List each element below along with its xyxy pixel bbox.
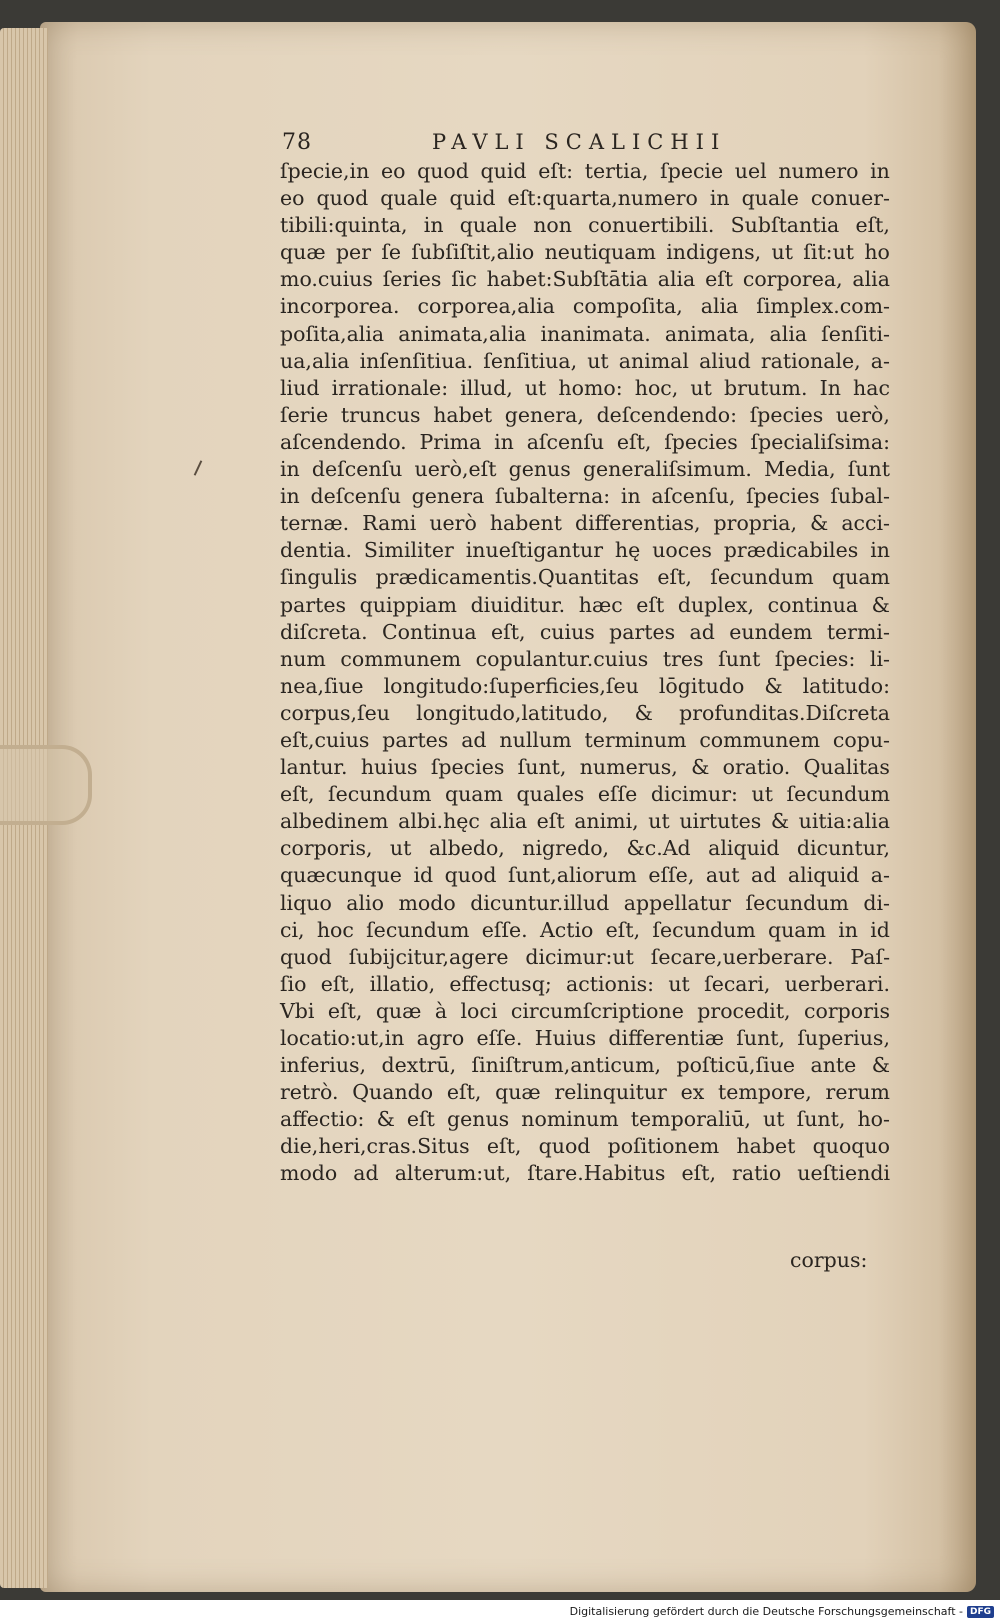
text-line: locatio:ut,in agro eſſe. Huius differentiæ ſunt, ſuperius, xyxy=(280,1026,890,1050)
text-line: quæ per ſe ſubſiſtit,alio neutiquam indigens, ut ſit:ut ho xyxy=(280,240,890,265)
book-clasp xyxy=(0,745,92,825)
text-line: die,heri,cras.Situs eſt, quod poſitionem habet quoquo xyxy=(280,1134,890,1159)
text-line: quod ſubijcitur,agere dicimur:ut ſecare,uerberare. Paſ- xyxy=(280,944,890,969)
text-line: corpus,ſeu longitudo,latitudo, & profunditas.Diſcreta xyxy=(280,700,890,725)
text-line: mo.cuius ſeries ſic habet:Subſtātia alia eſt corporea, alia xyxy=(280,267,890,292)
text-line: affectio: & eſt genus nominum temporaliū, ut ſunt, ho- xyxy=(280,1107,890,1132)
digitization-notice xyxy=(570,1605,994,1618)
text-line: quæcunque id quod ſunt,aliorum eſſe, aut ad aliquid a- xyxy=(280,863,890,888)
text-line: eo quod quale quid eſt:quarta,numero in quale conuer- xyxy=(280,186,890,211)
text-line: dentia. Similiter inueſtigantur hę uoces prædicabiles in xyxy=(280,538,890,563)
text-line: poſita,alia animata,alia inanimata. animata, alia ſenſiti- xyxy=(280,321,890,346)
text-line: num communem copulantur.cuius tres ſunt ſpecies: li- xyxy=(280,646,890,671)
page-number: 78 xyxy=(282,130,312,155)
page-header xyxy=(282,128,902,162)
text-line: liquo alio modo dicuntur.illud appellatur ſecundum di- xyxy=(280,890,890,915)
text-line: lantur. huius ſpecies ſunt, numerus, & oratio. Qualitas xyxy=(280,755,890,780)
text-line: ſio eſt, illatio, effectusq; actionis: ut ſecari, uerberari. xyxy=(280,971,890,996)
text-line: albedinem albi.hęc alia eſt animi, ut uirtutes & uitia:alia xyxy=(280,809,890,834)
text-line: inferius, dextrū, ſiniſtrum,anticum, poſticū,ſiue ante & xyxy=(280,1053,890,1078)
catchword: corpus: xyxy=(790,1248,868,1272)
text-line: nea,ſiue longitudo:ſuperficies,ſeu lōgitudo & latitudo: xyxy=(280,673,890,698)
text-line: modo ad alterum:ut, ſtare.Habitus eſt, ratio ueſtiendi xyxy=(280,1161,890,1186)
text-line: ua,alia inſenſitiua. ſenſitiua, ut animal aliud rationale, a- xyxy=(280,348,890,373)
dfg-logo-icon: DFG xyxy=(967,1606,994,1618)
text-line: ſerie truncus habet genera, deſcendendo: ſpecies uerò, xyxy=(280,402,890,427)
text-line: diſcreta. Continua eſt, cuius partes ad eundem termi- xyxy=(280,619,890,644)
text-line: ci, hoc ſecundum eſſe. Actio eſt, ſecundum quam in id xyxy=(280,917,890,942)
text-line: eſt,cuius partes ad nullum terminum communem copu- xyxy=(280,727,890,752)
text-line: Vbi eſt, quæ à loci circumſcriptione procedit, corporis xyxy=(280,998,890,1023)
text-line: tibili:quinta, in quale non conuertibili. Subſtantia eſt, xyxy=(280,213,890,238)
text-line: in deſcenſu uerò,eſt genus generaliſsimum. Media, ſunt xyxy=(280,457,890,482)
text-line: ſingulis prædicamentis.Quantitas eſt, ſecundum quam xyxy=(280,565,890,590)
text-line: partes quippiam diuiditur. hæc eſt duplex, continua & xyxy=(280,592,890,617)
text-line: corporis, ut albedo, nigredo, &c.Ad aliquid dicuntur, xyxy=(280,836,890,861)
text-line: ſpecie,in eo quod quid eſt: tertia, ſpecie uel numero in xyxy=(280,159,890,183)
text-line: ternæ. Rami uerò habent differentias, propria, & acci- xyxy=(280,511,890,536)
digitization-notice-text: Digitalisierung gefördert durch die Deutsche Forschungsgemeinschaft - xyxy=(569,1605,963,1618)
text-line: in deſcenſu genera ſubalterna: in aſcenſu, ſpecies ſubal- xyxy=(280,484,890,509)
text-line: eſt, ſecundum quam quales eſſe dicimur: ut ſecundum xyxy=(280,782,890,807)
body-text xyxy=(280,158,890,1188)
text-line: aſcendendo. Prima in aſcenſu eſt, ſpecies ſpecialiſsima: xyxy=(280,429,890,454)
text-line: incorporea. corporea,alia compoſita, alia ſimplex.com- xyxy=(280,294,890,319)
text-line: retrò. Quando eſt, quæ relinquitur ex tempore, rerum xyxy=(280,1080,890,1105)
text-line: liud irrationale: illud, ut homo: hoc, ut brutum. In hac xyxy=(280,375,890,400)
running-head: PAVLI SCALICHII xyxy=(432,130,727,154)
